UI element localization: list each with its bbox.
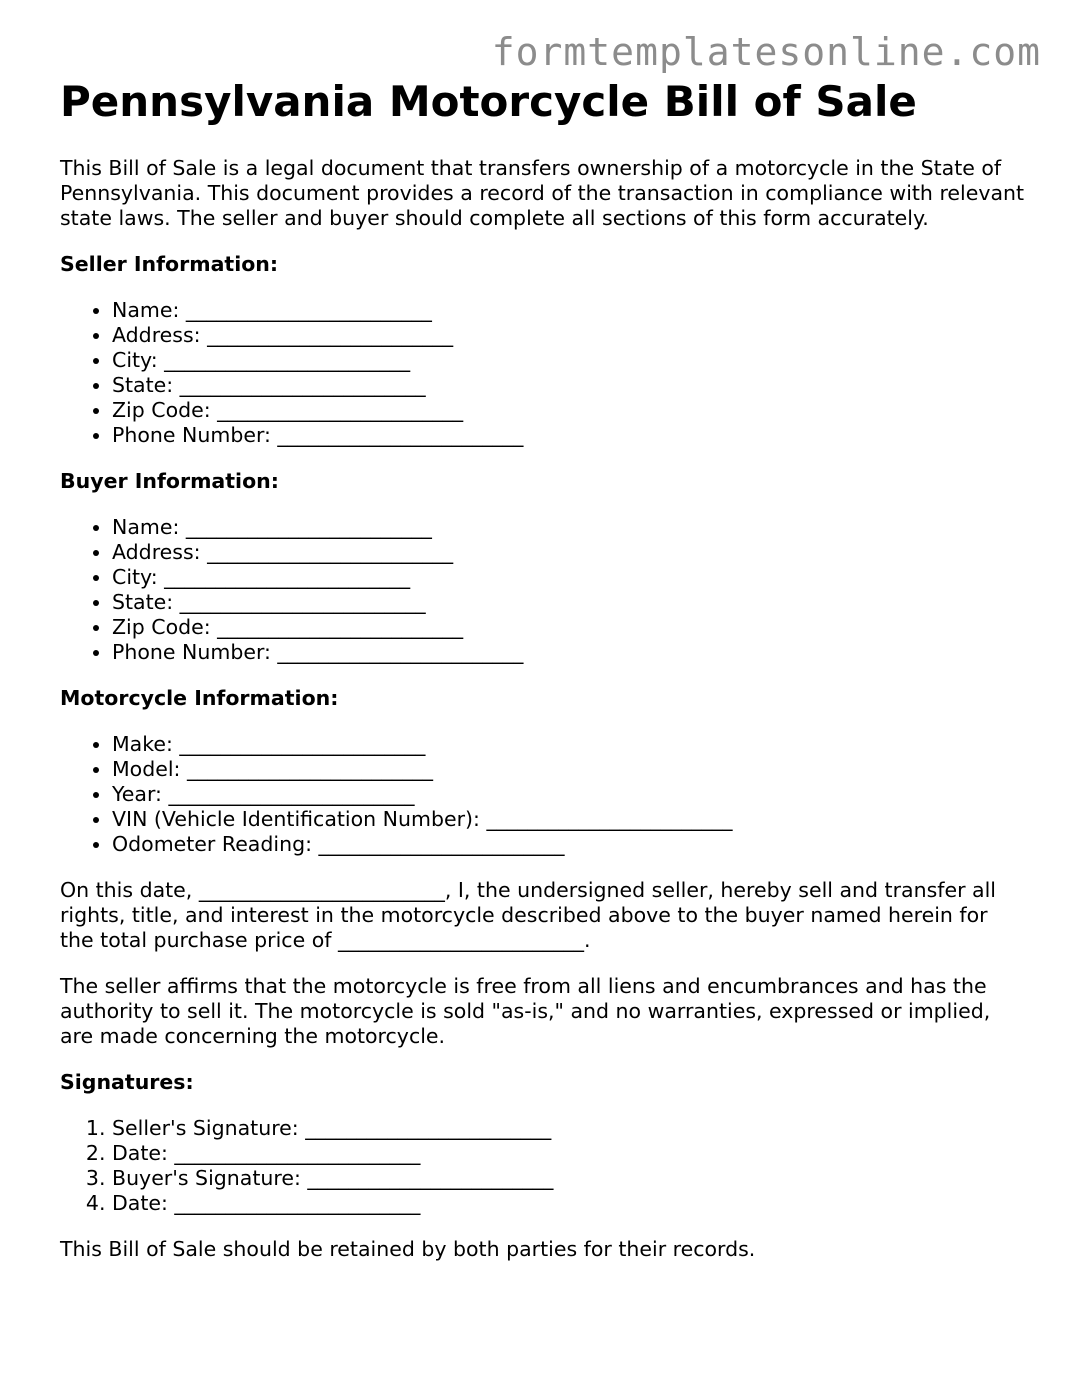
motorcycle-model-field: • Model: ________________________ — [112, 757, 1025, 782]
seller-name-field: • Name: ________________________ — [112, 298, 1025, 323]
transfer-statement: On this date, ________________________, I, the undersigned seller, hereby sell and transfer all rights, title, and interest in the motorcycle described above to the buyer named herein for the total purchase price of ________________________. — [60, 878, 996, 952]
closing-paragraph: This Bill of Sale should be retained by both parties for their records. — [60, 1237, 756, 1261]
buyer-address-field: • Address: ________________________ — [112, 540, 1025, 565]
motorcycle-make-field: • Make: ________________________ — [112, 732, 1025, 757]
document-page — [60, 76, 1025, 1262]
buyer-signature-field: 3. Buyer's Signature: ________________________ — [112, 1166, 1025, 1191]
motorcycle-year-field: • Year: ________________________ — [112, 782, 1025, 807]
buyer-field-list — [60, 515, 1025, 665]
seller-address-field: • Address: ________________________ — [112, 323, 1025, 348]
seller-field-list — [60, 298, 1025, 448]
buyer-zip-field: • Zip Code: ________________________ — [112, 615, 1025, 640]
buyer-date-field: 4. Date: ________________________ — [112, 1191, 1025, 1216]
seller-zip-field: • Zip Code: ________________________ — [112, 398, 1025, 423]
motorcycle-field-list — [60, 732, 1025, 857]
watermark: formtemplatesonline.com — [491, 30, 1041, 74]
intro-paragraph: This Bill of Sale is a legal document that transfers ownership of a motorcycle in the State of Pennsylvania. This document provides a record of the transaction in compliance with relevant state laws. The seller and buyer should complete all sections of this form accurately. — [60, 156, 1025, 230]
buyer-city-field: • City: ________________________ — [112, 565, 1025, 590]
signatures-heading: Signatures: — [60, 1070, 194, 1094]
seller-city-field: • City: ________________________ — [112, 348, 1025, 373]
motorcycle-vin-field: • VIN (Vehicle Identification Number): ________________________ — [112, 807, 1025, 832]
page-title: Pennsylvania Motorcycle Bill of Sale — [60, 77, 917, 126]
seller-state-field: • State: ________________________ — [112, 373, 1025, 398]
seller-date-field: 2. Date: ________________________ — [112, 1141, 1025, 1166]
motorcycle-odometer-field: • Odometer Reading: ________________________ — [112, 832, 1025, 857]
seller-signature-field: 1. Seller's Signature: ________________________ — [112, 1116, 1025, 1141]
signature-field-list — [60, 1116, 1025, 1216]
affirmation-paragraph: The seller affirms that the motorcycle is free from all liens and encumbrances and has the authority to sell it. The motorcycle is sold "as-is," and no warranties, expressed or implied, are made concerning the motorcycle. — [60, 974, 991, 1048]
motorcycle-heading: Motorcycle Information: — [60, 686, 339, 710]
seller-phone-field: • Phone Number: ________________________ — [112, 423, 1025, 448]
seller-heading: Seller Information: — [60, 252, 279, 276]
buyer-name-field: • Name: ________________________ — [112, 515, 1025, 540]
buyer-phone-field: • Phone Number: ________________________ — [112, 640, 1025, 665]
buyer-state-field: • State: ________________________ — [112, 590, 1025, 615]
buyer-heading: Buyer Information: — [60, 469, 279, 493]
